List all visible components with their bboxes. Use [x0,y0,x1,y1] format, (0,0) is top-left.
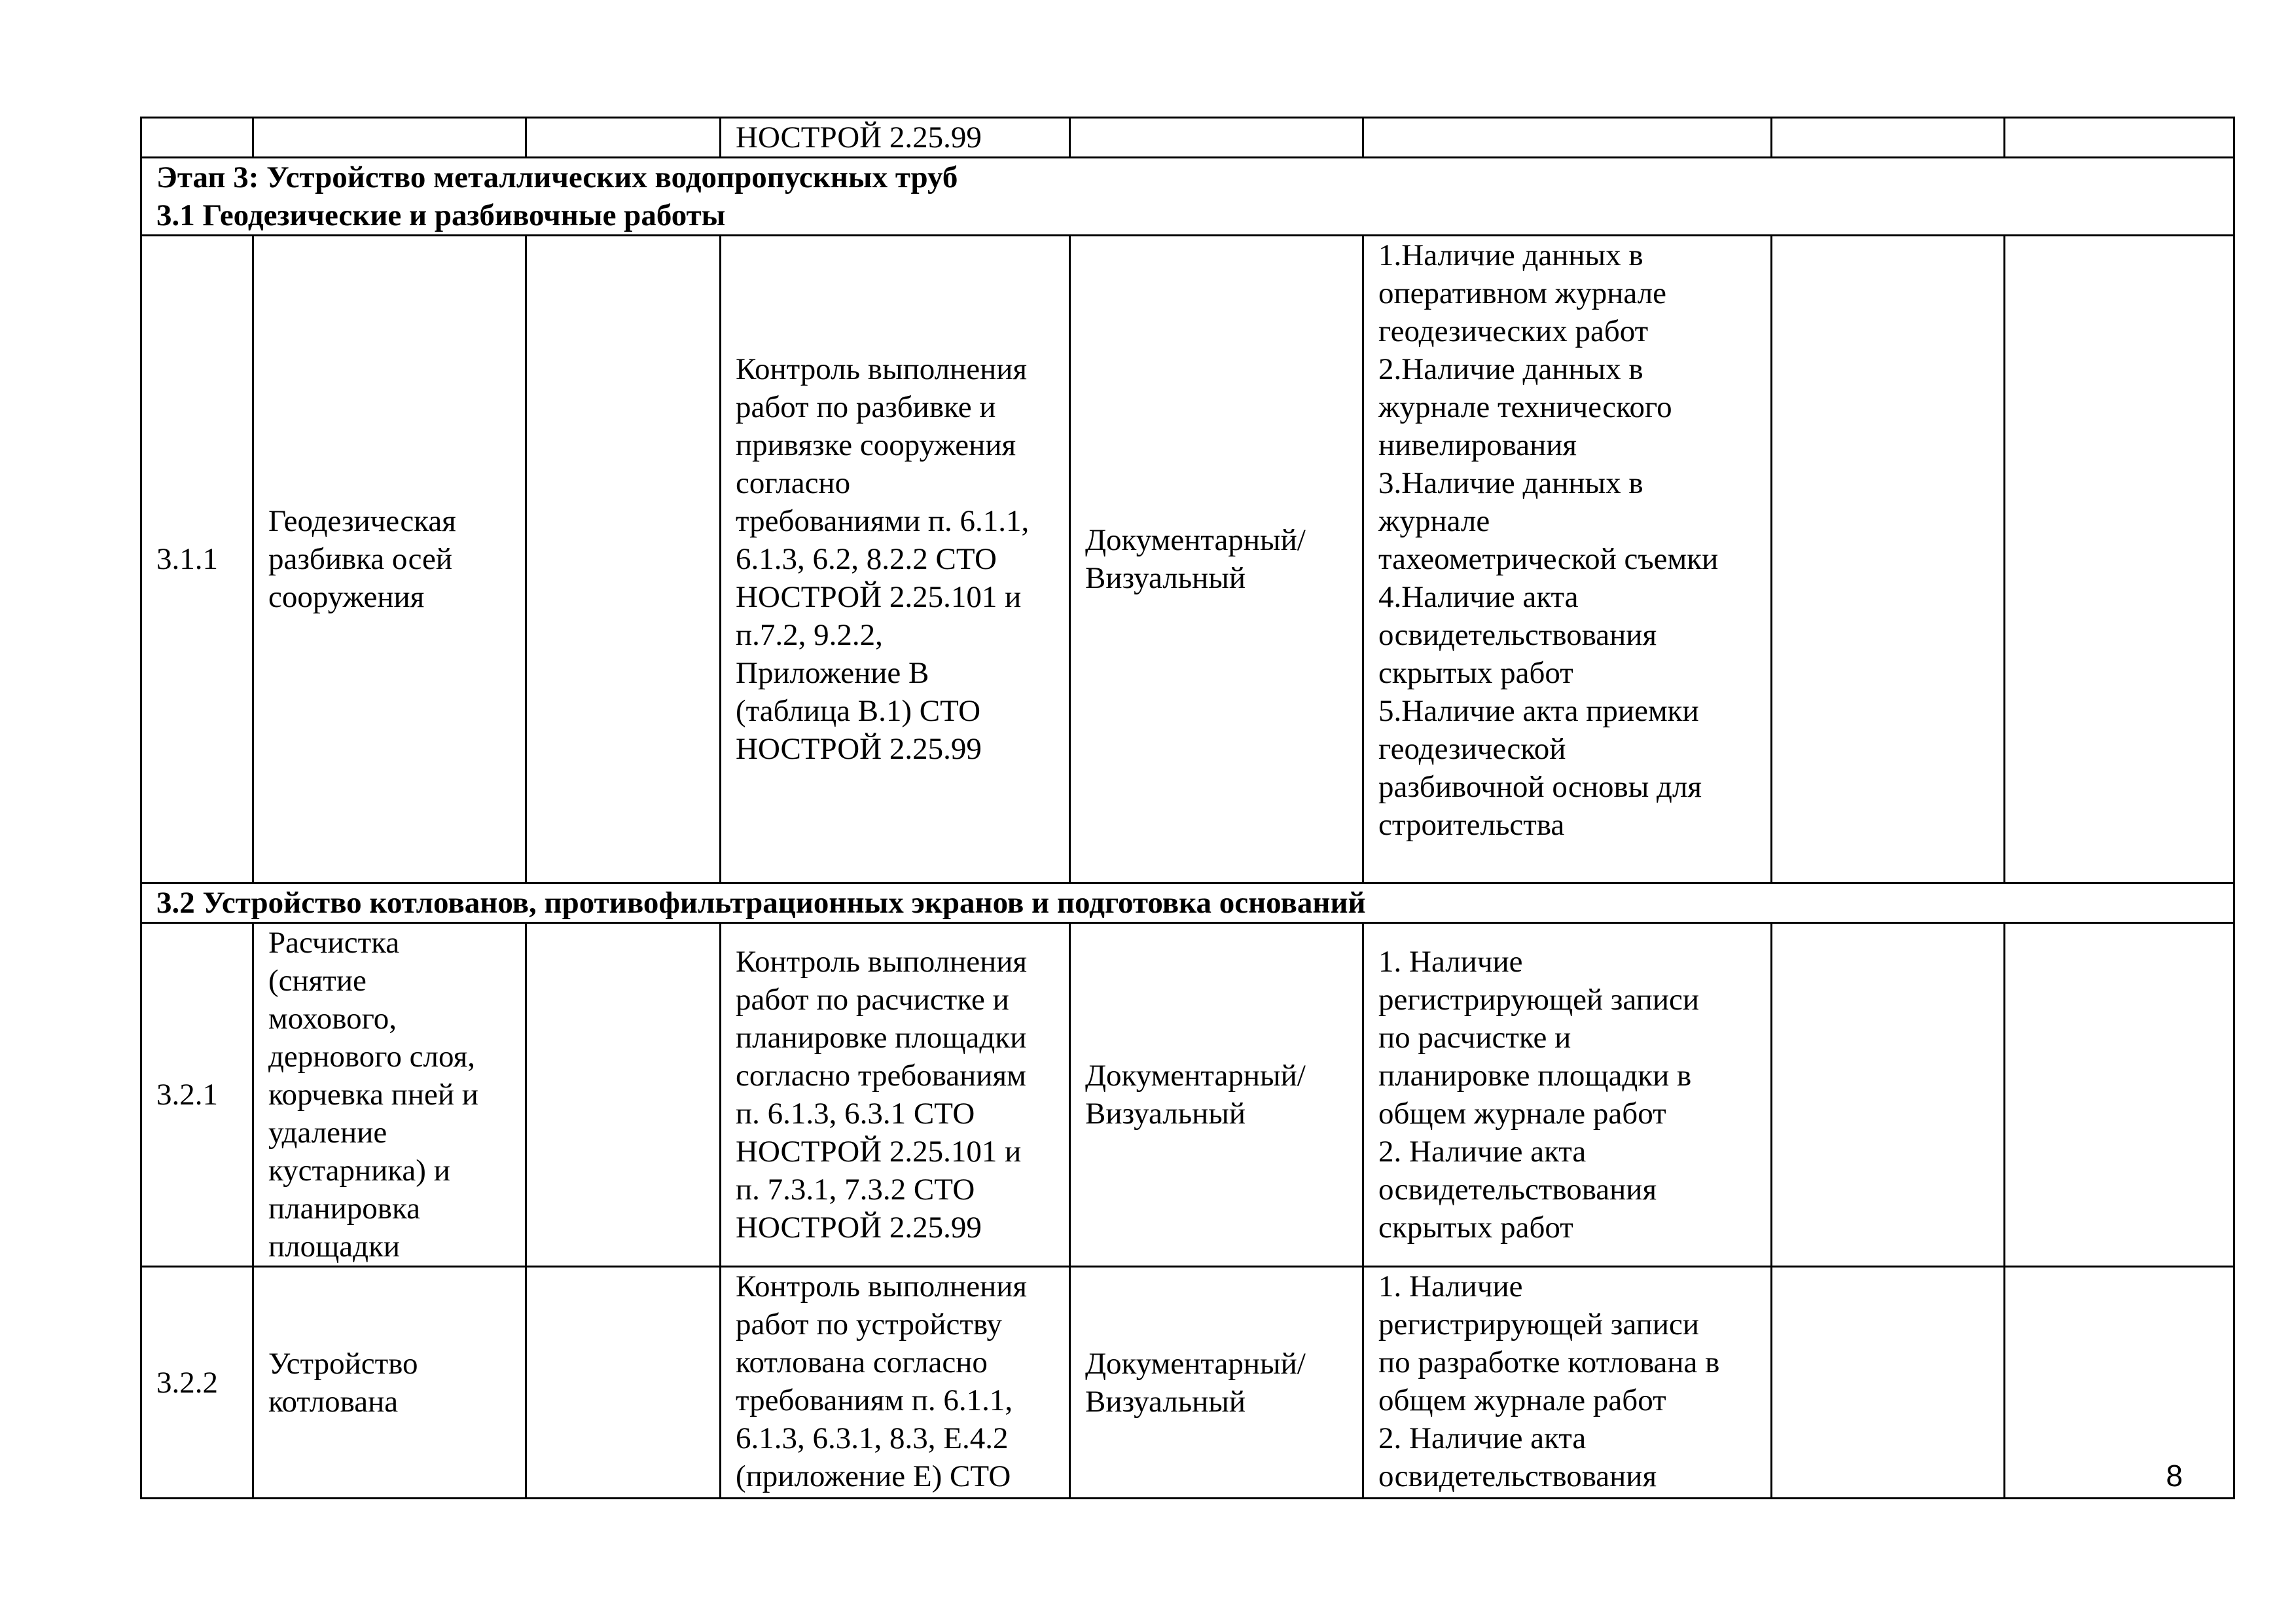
text-line: привязке сооружения [736,428,1016,462]
text-line: мохового, [268,1002,397,1036]
text-line: по разработке котлована в [1378,1345,1720,1379]
text-line: корчевка пней и [268,1078,478,1112]
table-row-continuation [141,118,2234,158]
cell-extra-2 [2005,1267,2234,1499]
text-line: Расчистка [268,926,400,960]
text-line: тахеометрической съемки [1378,542,1719,576]
cell-control [721,923,1070,1267]
text-line: освидетельствования [1378,1459,1657,1493]
text-line: разбивка осей [268,542,453,576]
text-line: работ по устройству [736,1307,1002,1341]
cell-empty [526,923,721,1267]
cell-method [1070,236,1363,883]
method-lines [1085,1345,1349,1421]
cell-method [1070,118,1363,158]
text-line: НОСТРОЙ 2.25.99 [736,1211,982,1245]
text-line: Документарный/ [1085,1059,1306,1093]
text-line: (приложение Е) СТО [736,1459,1011,1493]
text-line: планировке площадки в [1378,1059,1692,1093]
cell-method [1070,923,1363,1267]
result-lines [1378,236,1757,844]
work-name-lines [268,502,512,616]
text-line: 1. Наличие [1378,945,1523,979]
text-line: Визуальный [1085,1384,1246,1419]
text-line: Контроль выполнения [736,1269,1027,1304]
text-line: Геодезическая [268,504,456,538]
table-row [141,1267,2234,1499]
cell-extra-1 [1772,923,2005,1267]
text-line: планировке площадки [736,1021,1027,1055]
work-name-lines [268,1345,512,1421]
cell-control [721,236,1070,883]
text-line: Контроль выполнения [736,352,1027,386]
text-line: 2.Наличие данных в [1378,352,1643,386]
text-line: освидетельствования [1378,618,1657,652]
text-line: кустарника) и [268,1154,450,1188]
method-lines [1085,1057,1349,1133]
text-line: Документарный/ [1085,1346,1306,1381]
work-name-lines [268,924,512,1266]
text-line: общем журнале работ [1378,1383,1666,1417]
cell-extra-1 [1772,118,2005,158]
text-line: котлована [268,1384,399,1419]
text-line: планировка [268,1192,420,1226]
cell-empty [526,1267,721,1499]
text-line: Визуальный [1085,1097,1246,1131]
result-lines [1378,943,1757,1247]
text-line: Приложение В [736,656,929,690]
cell-work-name [253,1267,526,1499]
text-line: (таблица В.1) СТО [736,694,981,728]
text-line: дернового слоя, [268,1040,475,1074]
text-line: журнале [1378,504,1490,538]
text-line: Устройство [268,1346,418,1381]
control-lines [736,350,1056,768]
text-line: п. 7.3.1, 7.3.2 СТО [736,1173,975,1207]
text-line: НОСТРОЙ 2.25.101 и [736,1135,1022,1169]
stage-header-row [141,158,2234,236]
text-line: Визуальный [1085,561,1246,595]
stage-subtitle: 3.1 Геодезические и разбивочные работы [156,198,726,232]
text-line: 6.1.3, 6.3.1, 8.3, Е.4.2 [736,1421,1009,1455]
cell-result [1363,1267,1772,1499]
text-line: работ по расчистке и [736,983,1009,1017]
cell-extra-2 [2005,923,2234,1267]
text-line: скрытых работ [1378,1211,1573,1245]
text-line: согласно требованиям [736,1059,1026,1093]
cell-extra-1 [1772,1267,2005,1499]
control-lines [736,943,1056,1247]
result-lines [1378,1267,1757,1495]
text-line: 1.Наличие данных в [1378,238,1643,272]
text-line: журнале технического [1378,390,1672,424]
text-line: общем журнале работ [1378,1097,1666,1131]
text-line: скрытых работ [1378,656,1573,690]
cell-work-name [253,236,526,883]
text-line: нивелирования [1378,428,1577,462]
control-lines [736,1267,1056,1495]
control-lines [736,119,1056,156]
text-line: 1. Наличие [1378,1269,1523,1304]
text-line: 2. Наличие акта [1378,1421,1587,1455]
text-line: котлована согласно [736,1345,988,1379]
page-number: 8 [2166,1459,2183,1493]
text-line: удаление [268,1116,387,1150]
text-line: сооружения [268,580,425,614]
inspection-table [140,117,2235,1499]
table-row [141,236,2234,883]
cell-number: 3.2.2 [141,1267,253,1499]
text-line: регистрирующей записи [1378,1307,1699,1341]
text-line: требованиями п. 6.1.1, [736,504,1030,538]
section-title: 3.2 Устройство котлованов, противофильтрационных экранов и подготовка оснований [156,886,1366,920]
cell-number: 3.2.1 [141,923,253,1267]
cell-extra-2 [2005,118,2234,158]
text-line: регистрирующей записи [1378,983,1699,1017]
text-line: НОСТРОЙ 2.25.99 [736,120,982,155]
text-line: 2. Наличие акта [1378,1135,1587,1169]
table-row [141,923,2234,1267]
cell-extra-1 [1772,236,2005,883]
cell-empty [526,118,721,158]
section-header-cell [141,883,2234,923]
stage-header-cell [141,158,2234,236]
cell-method [1070,1267,1363,1499]
text-line: (снятие [268,964,367,998]
cell-number [141,118,253,158]
text-line: п. 6.1.3, 6.3.1 СТО [736,1097,975,1131]
cell-result [1363,118,1772,158]
text-line: Документарный/ [1085,523,1306,557]
cell-result [1363,236,1772,883]
cell-work-name [253,118,526,158]
section-header-row [141,883,2234,923]
text-line: строительства [1378,808,1565,842]
cell-work-name [253,923,526,1267]
cell-result [1363,923,1772,1267]
text-line: разбивочной основы для [1378,770,1702,804]
cell-empty [526,236,721,883]
text-line: 3.Наличие данных в [1378,466,1643,500]
text-line: геодезической [1378,732,1566,766]
text-line: 4.Наличие акта [1378,580,1579,614]
method-lines [1085,521,1349,597]
stage-title: Этап 3: Устройство металлических водопропускных труб [156,160,958,194]
text-line: п.7.2, 9.2.2, [736,618,883,652]
text-line: требованиям п. 6.1.1, [736,1383,1013,1417]
cell-extra-2 [2005,236,2234,883]
text-line: НОСТРОЙ 2.25.99 [736,732,982,766]
text-line: площадки [268,1230,401,1264]
cell-control [721,1267,1070,1499]
cell-number: 3.1.1 [141,236,253,883]
text-line: согласно [736,466,851,500]
text-line: оперативном журнале [1378,276,1667,310]
text-line: НОСТРОЙ 2.25.101 и [736,580,1022,614]
text-line: освидетельствования [1378,1173,1657,1207]
text-line: Контроль выполнения [736,945,1027,979]
text-line: по расчистке и [1378,1021,1571,1055]
cell-control [721,118,1070,158]
text-line: 6.1.3, 6.2, 8.2.2 СТО [736,542,997,576]
text-line: геодезических работ [1378,314,1649,348]
text-line: 5.Наличие акта приемки [1378,694,1699,728]
text-line: работ по разбивке и [736,390,996,424]
